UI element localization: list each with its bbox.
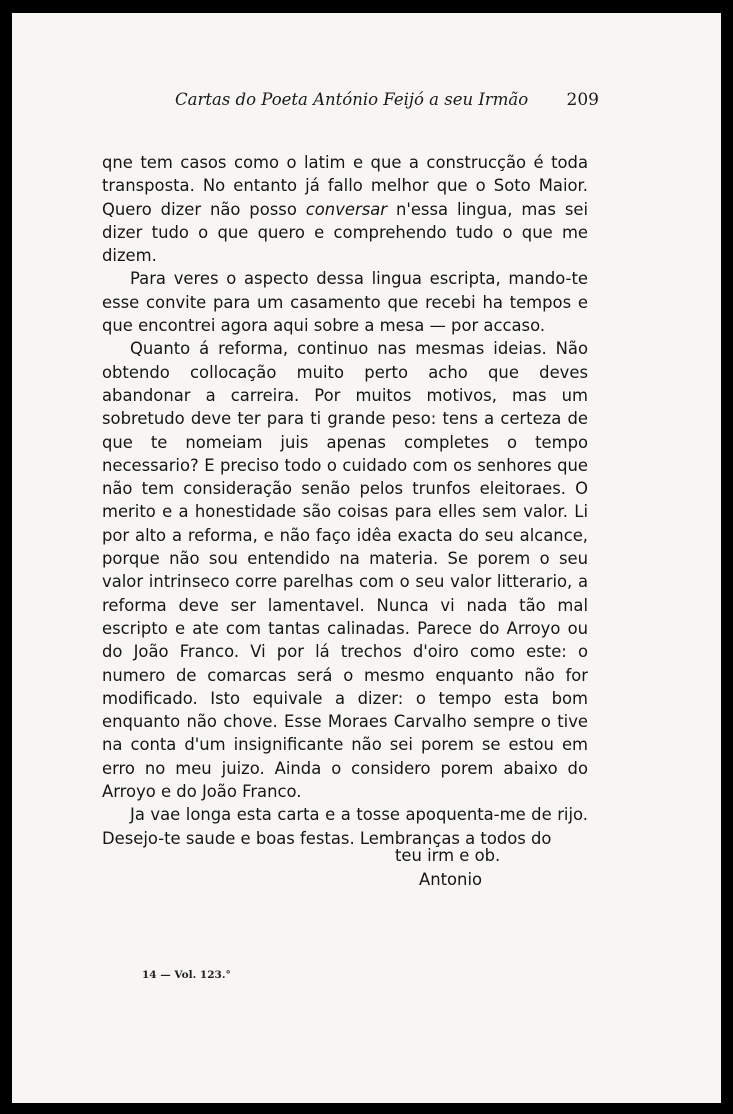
printer-signature-mark: 14 — Vol. 123.° [142, 969, 231, 981]
letter-closing [395, 844, 500, 892]
paragraph-1 [102, 151, 588, 267]
paragraph-2: Para veres o aspecto dessa lingua escripta, mando-te esse convite para um casamento que recebi ha tempos e que encontrei agora aqui sobre a mesa — por accaso. [102, 269, 588, 336]
letter-body [102, 151, 588, 850]
running-title: Cartas do Poeta António Feijó a seu Irmão [175, 90, 529, 109]
paragraph-1-text: qne tem casos como o latim e que a construcção é toda transposta. No entanto já fallo melhor que o Soto Maior. Quero dizer não posso [102, 153, 588, 219]
running-header [175, 90, 599, 116]
signature-name: Antonio [419, 870, 483, 889]
italic-word: conversar [305, 199, 388, 219]
page-number: 209 [566, 90, 599, 110]
paragraph-1-rest: n'essa lingua, mas sei dizer tudo o que quero e comprehendo tudo o que me dizem. [102, 199, 589, 266]
paragraph-3: Quanto á reforma, continuo nas mesmas ideias. Não obtendo collocação muito perto acho que deves abandonar a carreira. Por muitos motivos, mas um sobretudo deve ter para ti grande peso: tens a certeza de que te nomeiam juis apenas completes o tempo necessario? E preciso todo o cuidado com os senhores que não tem consideração senão pelos trunfos eleitoraes. O merito e a honestidade são coisas para elles sem valor. Li por alto a reforma, e não faço idêa exacta do seu alcance, porque não sou entendido na materia. Se porem o seu valor intrinseco corre parelhas com o seu valor litterario, a reforma deve ser lamentavel. Nunca vi nada tão mal escripto e ate com tantas calinadas. Parece do Arroyo ou do João Franco. Vi por lá trechos d'oiro como este: o numero de comarcas será o mesmo enquanto não for modificado. Isto equivale a dizer: o tempo esta bom enquanto não chove. Esse Moraes Carvalho sempre o tive na conta d'um insignificante não sei porem se estou em erro no meu juizo. Ainda o considero porem abaixo do Arroyo e do João Franco. [102, 339, 588, 802]
closing-line: teu irm e ob. [395, 846, 501, 865]
book-page [12, 13, 721, 1103]
paragraph-4: Ja vae longa esta carta e a tosse apoquenta-me de rijo. Desejo-te saude e boas festas. Lembranças a todos do [102, 805, 588, 848]
